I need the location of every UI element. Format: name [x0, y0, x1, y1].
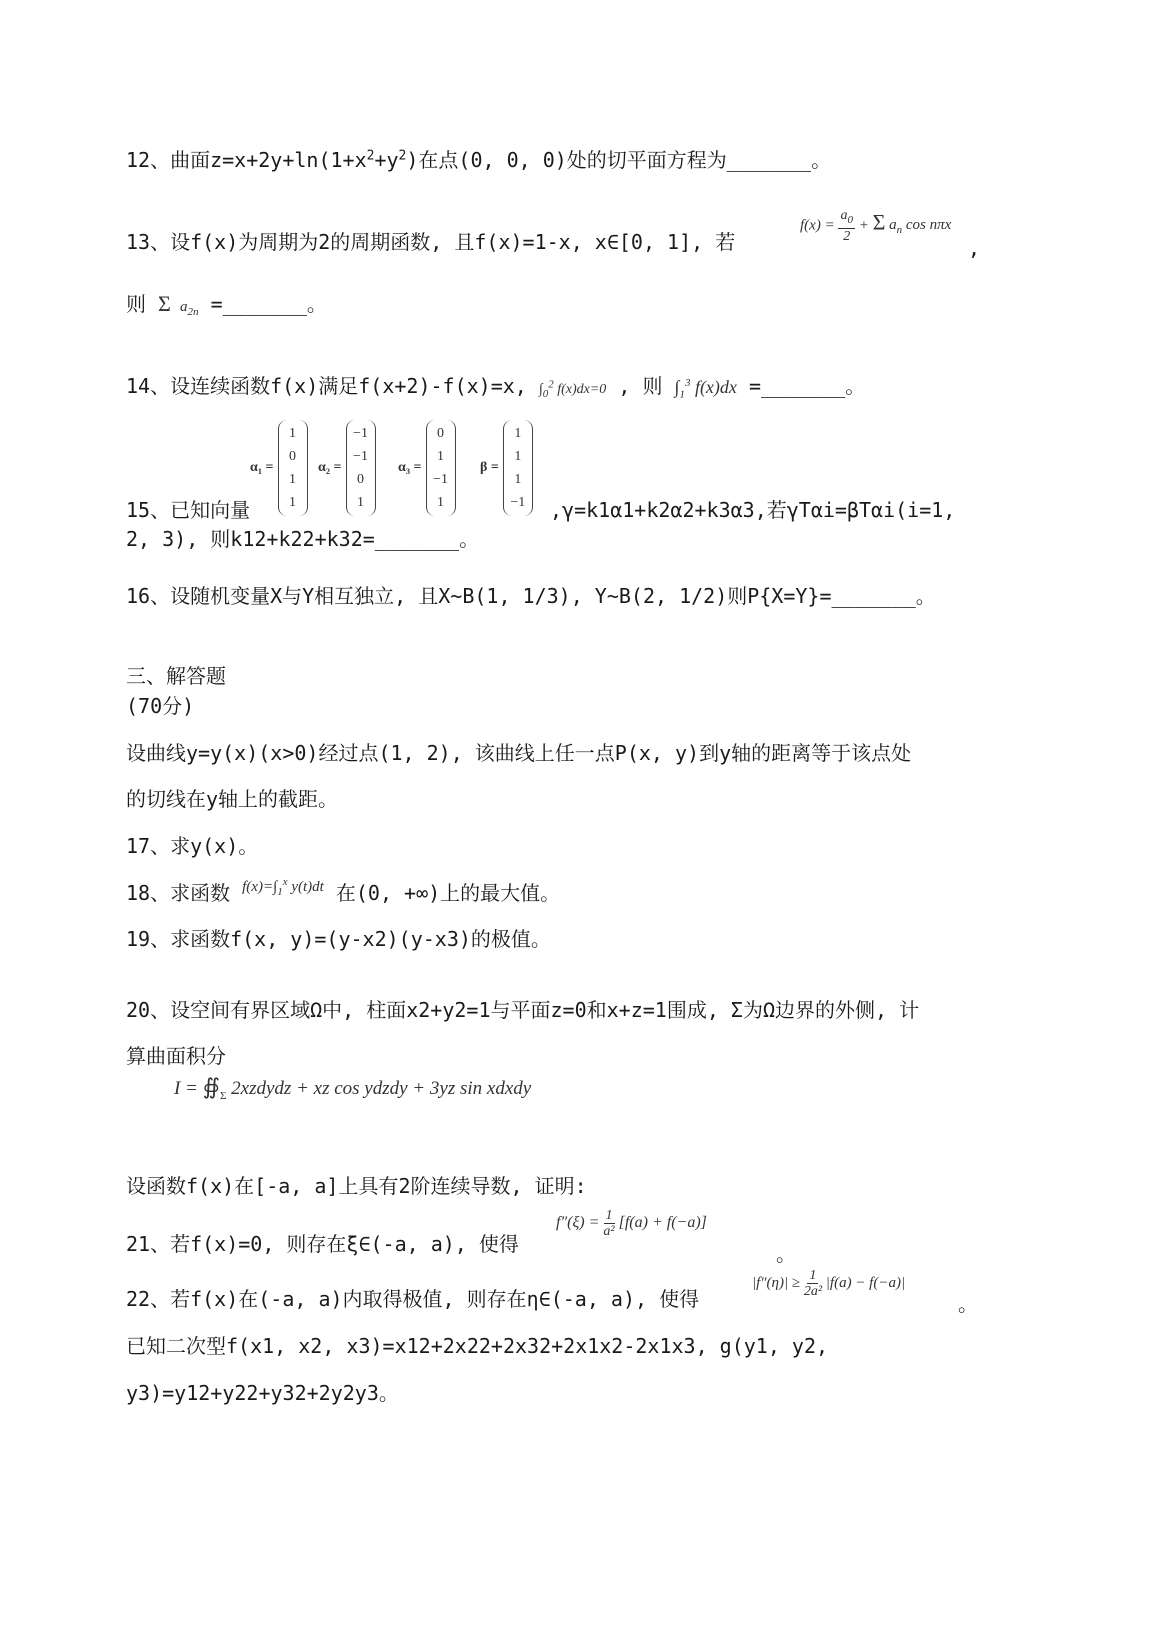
- question-17: 17、求y(x)。: [126, 834, 259, 858]
- vector-entry: 1: [289, 426, 296, 441]
- section-title: 三、解答题: [126, 664, 226, 688]
- vector-entry: −1: [353, 426, 368, 441]
- fourier-series-formula: f(x) = $\frac{a_0}{2}$ + Σ $a_n$ cos nπx: [800, 208, 952, 244]
- vector-name: α₃ =: [398, 460, 422, 475]
- quadratic-form-line2: y3)=y12+y22+y32+2y2y3。: [126, 1381, 399, 1405]
- vector-entry: 0: [289, 449, 296, 464]
- vector-entries: [426, 420, 456, 516]
- vector-entry: −1: [510, 495, 526, 510]
- question-18: 18、求函数 $^{f(x)=\int_1^x y(t)dt}$ 在(0, +∞)上的最大值。: [126, 876, 561, 905]
- question-15-cont: ,γ=k1α1+k2α2+k3α3,若γTαi=βTαi(i=1,: [550, 498, 956, 522]
- integral-function-formula: f(x)=∫1x y(t)dt: [242, 876, 324, 898]
- question-13-line2: 则 Σ $a_{2n}$ =_______。: [126, 291, 327, 318]
- intro-curve-line2: 的切线在y轴上的截距。: [126, 787, 339, 811]
- sum-term: $a_{2n}$: [180, 299, 199, 318]
- period-22: 。: [958, 1292, 978, 1316]
- vector-4: [480, 420, 533, 516]
- question-15: 15、已知向量: [126, 498, 251, 522]
- surface-integral-formula: $I = ∯_\Sigma$ 2xzdydz + xz cos ydzdy + 3yz sin xdxdy: [174, 1074, 532, 1102]
- vector-name: β =: [480, 460, 499, 475]
- vector-2: [318, 420, 376, 516]
- quadratic-form-line1: 已知二次型f(x1, x2, x3)=x12+2x22+2x32+2x1x2-2x1x3, g(y1, y2,: [126, 1334, 829, 1358]
- intro-curve-line1: 设曲线y=y(x)(x>0)经过点(1, 2), 该曲线上任一点P(x, y)到y轴的距离等于该点处: [126, 741, 912, 765]
- vector-entry: 1: [357, 495, 364, 510]
- question-21: 21、若f(x)=0, 则存在ξ∈(-a, a), 使得: [126, 1232, 519, 1256]
- question-12: 12、曲面$z=x+2y+\ln(1+x^2+y^2)$在点(0, 0, 0)处的切平面方程为_______。: [126, 148, 832, 172]
- vector-entries: [503, 420, 533, 516]
- integral-formula-1: $\int_0^2$ f(x)dx=0: [538, 378, 607, 400]
- vector-entries: [278, 420, 308, 516]
- integral-formula-2: $\int_1^3$ f(x)dx: [674, 377, 737, 401]
- vector-entry: 1: [289, 472, 296, 487]
- vector-entry: 0: [437, 426, 444, 441]
- question-16: 16、设随机变量X与Y相互独立, 且X~B(1, 1/3), Y~B(2, 1/2)则P{X=Y}=_______。: [126, 584, 936, 608]
- vector-entry: 1: [514, 472, 522, 487]
- question-22: 22、若f(x)在(-a, a)内取得极值, 则存在η∈(-a, a), 使得: [126, 1287, 700, 1311]
- vector-entry: 1: [437, 495, 444, 510]
- vector-entry: 0: [357, 472, 364, 487]
- section-score: (70分): [126, 694, 195, 718]
- intro-function: 设函数f(x)在[-a, a]上具有2阶连续导数, 证明:: [126, 1174, 587, 1198]
- question-19: 19、求函数f(x, y)=(y-x2)(y-x3)的极值。: [126, 927, 551, 951]
- formula-22: |f″(η)| ≥ $\frac{1}{\text{2a²}}$ |f(a) − f(−a)|: [752, 1268, 906, 1299]
- period-21: 。: [776, 1242, 796, 1266]
- vector-name: α₁ =: [250, 460, 274, 475]
- vector-1: [250, 420, 308, 516]
- question-13: 13、设f(x)为周期为2的周期函数, 且f(x)=1-x, x∈[0, 1], 若: [126, 230, 736, 254]
- vector-entry: 1: [289, 495, 296, 510]
- question-15-line2: 2, 3), 则k12+k22+k32=_______。: [126, 527, 480, 551]
- question-20-line1: 20、设空间有界区域Ω中, 柱面x2+y2=1与平面z=0和x+z=1围成, Σ为Ω边界的外侧, 计: [126, 998, 920, 1022]
- vector-name: α₂ =: [318, 460, 342, 475]
- sum-symbol: Σ: [158, 291, 171, 316]
- formula-21: f″(ξ) = $\frac{1}{\text{a²}}$ [f(a) + f(−a)]: [556, 1208, 707, 1239]
- vector-entry: 1: [514, 426, 522, 441]
- vector-3: [398, 420, 456, 516]
- vector-entry: 1: [514, 449, 522, 464]
- vector-entry: −1: [433, 472, 448, 487]
- vector-entry: 1: [437, 449, 444, 464]
- question-20-line2: 算曲面积分: [126, 1044, 226, 1068]
- comma-13: ,: [968, 236, 981, 260]
- question-14: 14、设连续函数f(x)满足f(x+2)-f(x)=x, $\int_0^2$ f(x)dx=0 , 则 $\int_1^3$ f(x)dx =_______。: [126, 374, 866, 401]
- vector-entry: −1: [353, 449, 368, 464]
- vector-entries: [346, 420, 376, 516]
